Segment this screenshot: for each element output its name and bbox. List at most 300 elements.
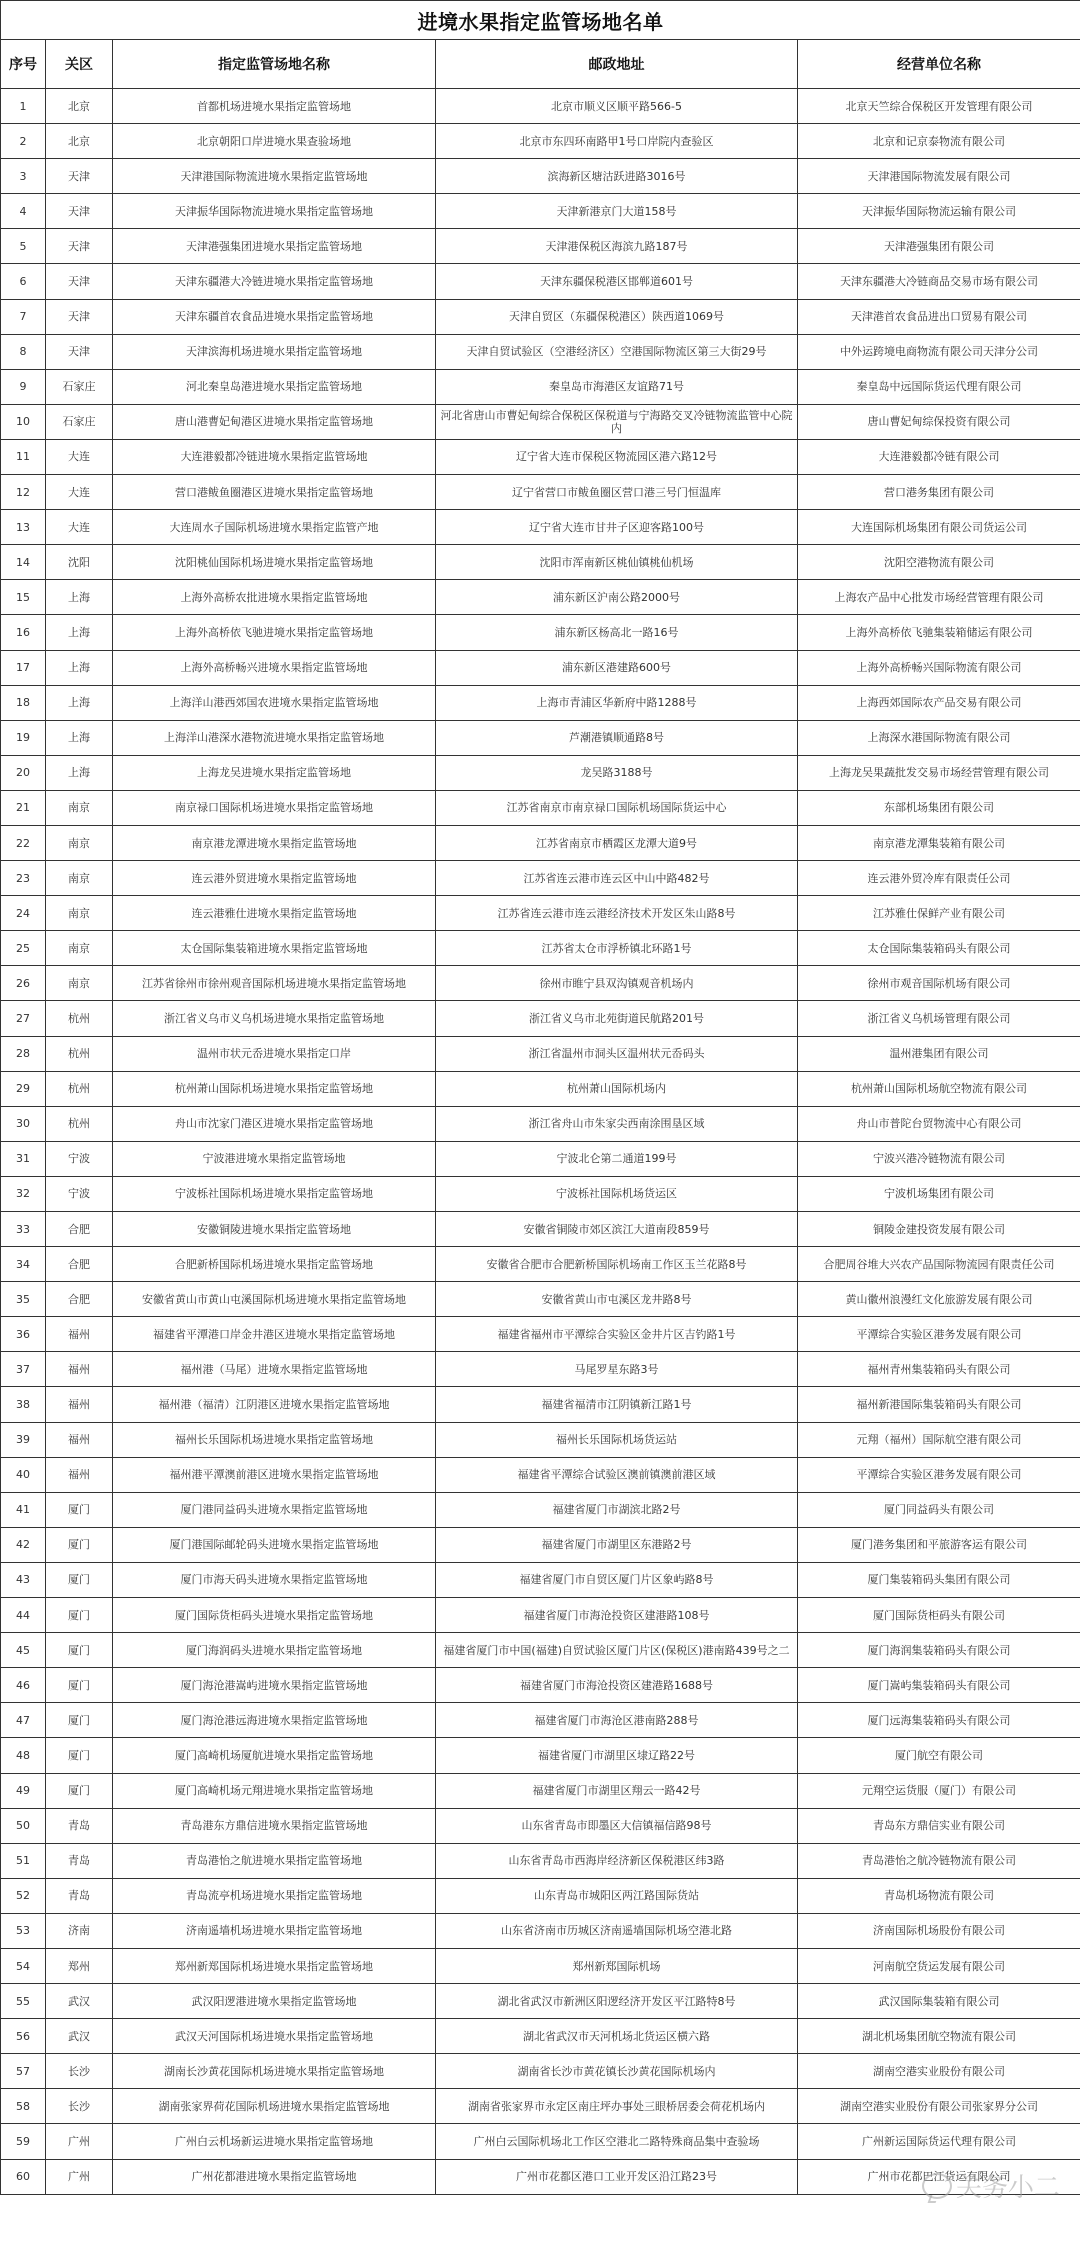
cell-address: 北京市顺义区顺平路566-5	[436, 89, 798, 124]
cell-site-name: 连云港外贸进境水果指定监管场地	[113, 861, 436, 896]
cell-customs: 青岛	[46, 1808, 113, 1843]
watermark-text: 关务小二	[955, 2173, 1060, 2203]
cell-address: 福建省厦门市海沧投资区建港路108号	[436, 1598, 798, 1633]
cell-site-name: 安徽铜陵进境水果指定监管场地	[113, 1212, 436, 1247]
table-row	[1, 1703, 1080, 1738]
cell-customs: 杭州	[46, 1106, 113, 1141]
cell-customs: 上海	[46, 580, 113, 615]
cell-address: 天津自贸试验区（空港经济区）空港国际物流区第三大街29号	[436, 334, 798, 369]
cell-site-name: 天津港国际物流进境水果指定监管场地	[113, 159, 436, 194]
cell-site-name: 福州长乐国际机场进境水果指定监管场地	[113, 1422, 436, 1457]
cell-customs: 大连	[46, 439, 113, 474]
table-row	[1, 475, 1080, 510]
cell-seq: 21	[1, 790, 46, 825]
cell-operator: 秦皇岛中远国际货运代理有限公司	[798, 369, 1080, 404]
cell-operator: 上海西郊国际农产品交易有限公司	[798, 685, 1080, 720]
cell-operator: 厦门港务集团和平旅游客运有限公司	[798, 1527, 1080, 1562]
cell-address: 安徽省铜陵市郊区滨江大道南段859号	[436, 1212, 798, 1247]
cell-site-name: 济南遥墙机场进境水果指定监管场地	[113, 1913, 436, 1948]
cell-operator: 上海外高桥畅兴国际物流有限公司	[798, 650, 1080, 685]
cell-seq: 33	[1, 1212, 46, 1247]
cell-site-name: 舟山市沈家门港区进境水果指定监管场地	[113, 1106, 436, 1141]
cell-site-name: 天津振华国际物流进境水果指定监管场地	[113, 194, 436, 229]
cell-customs: 上海	[46, 720, 113, 755]
cell-seq: 28	[1, 1036, 46, 1071]
cell-site-name: 广州白云机场新运进境水果指定监管场地	[113, 2124, 436, 2159]
cell-customs: 南京	[46, 931, 113, 966]
cell-seq: 13	[1, 510, 46, 545]
cell-address: 福建省福清市江阴镇新江路1号	[436, 1387, 798, 1422]
cell-address: 湖北省武汉市新洲区阳逻经济开发区平江路特8号	[436, 1984, 798, 2019]
cell-operator: 合肥周谷堆大兴农产品国际物流园有限责任公司	[798, 1247, 1080, 1282]
table-row	[1, 545, 1080, 580]
cell-site-name: 厦门港国际邮轮码头进境水果指定监管场地	[113, 1527, 436, 1562]
cell-site-name: 上海外高桥农批进境水果指定监管场地	[113, 580, 436, 615]
cell-operator: 青岛港怡之航冷链物流有限公司	[798, 1843, 1080, 1878]
cell-operator: 上海外高桥依飞驰集装箱储运有限公司	[798, 615, 1080, 650]
table-row	[1, 755, 1080, 790]
cell-address: 江苏省连云港市连云港经济技术开发区朱山路8号	[436, 896, 798, 931]
cell-customs: 天津	[46, 159, 113, 194]
cell-customs: 广州	[46, 2159, 113, 2194]
cell-address: 天津新港京门大道158号	[436, 194, 798, 229]
table-row	[1, 1071, 1080, 1106]
cell-operator: 广州市花都巴江货运有限公司	[798, 2159, 1080, 2194]
cell-seq: 29	[1, 1071, 46, 1106]
cell-operator: 上海龙吴果蔬批发交易市场经营管理有限公司	[798, 755, 1080, 790]
cell-seq: 57	[1, 2054, 46, 2089]
cell-site-name: 南京港龙潭进境水果指定监管场地	[113, 825, 436, 860]
cell-operator: 厦门集装箱码头集团有限公司	[798, 1562, 1080, 1597]
cell-operator: 天津港首农食品进出口贸易有限公司	[798, 299, 1080, 334]
table-row	[1, 1913, 1080, 1948]
cell-operator: 福州新港国际集装箱码头有限公司	[798, 1387, 1080, 1422]
table-row	[1, 861, 1080, 896]
cell-customs: 厦门	[46, 1633, 113, 1668]
cell-address: 秦皇岛市海港区友谊路71号	[436, 369, 798, 404]
cell-operator: 平潭综合实验区港务发展有限公司	[798, 1457, 1080, 1492]
cell-customs: 济南	[46, 1913, 113, 1948]
cell-operator: 北京和记京泰物流有限公司	[798, 124, 1080, 159]
cell-customs: 福州	[46, 1317, 113, 1352]
cell-customs: 武汉	[46, 2019, 113, 2054]
cell-seq: 14	[1, 545, 46, 580]
cell-address: 福建省平潭综合试验区澳前镇澳前港区域	[436, 1457, 798, 1492]
cell-site-name: 福州港平潭澳前港区进境水果指定监管场地	[113, 1457, 436, 1492]
table-row	[1, 510, 1080, 545]
cell-customs: 厦门	[46, 1527, 113, 1562]
cell-site-name: 厦门港同益码头进境水果指定监管场地	[113, 1492, 436, 1527]
table-row	[1, 1773, 1080, 1808]
cell-seq: 38	[1, 1387, 46, 1422]
cell-site-name: 广州花都港进境水果指定监管场地	[113, 2159, 436, 2194]
column-header-site-name: 指定监管场地名称	[113, 40, 436, 89]
cell-site-name: 宁波栎社国际机场进境水果指定监管场地	[113, 1176, 436, 1211]
cell-customs: 杭州	[46, 1071, 113, 1106]
cell-seq: 3	[1, 159, 46, 194]
cell-customs: 福州	[46, 1352, 113, 1387]
cell-operator: 中外运跨境电商物流有限公司天津分公司	[798, 334, 1080, 369]
cell-address: 辽宁省大连市甘井子区迎客路100号	[436, 510, 798, 545]
cell-address: 山东省青岛市西海岸经济新区保税港区纬3路	[436, 1843, 798, 1878]
cell-address: 广州市花都区港口工业开发区沿江路23号	[436, 2159, 798, 2194]
cell-address: 上海市青浦区华新府中路1288号	[436, 685, 798, 720]
table-row	[1, 2054, 1080, 2089]
cell-address: 江苏省太仓市浮桥镇北环路1号	[436, 931, 798, 966]
table-body	[1, 89, 1080, 2195]
cell-customs: 厦门	[46, 1492, 113, 1527]
cell-customs: 北京	[46, 124, 113, 159]
cell-site-name: 上海龙吴进境水果指定监管场地	[113, 755, 436, 790]
cell-seq: 50	[1, 1808, 46, 1843]
cell-operator: 上海深水港国际物流有限公司	[798, 720, 1080, 755]
table-row	[1, 1808, 1080, 1843]
cell-seq: 49	[1, 1773, 46, 1808]
cell-operator: 福州青州集装箱码头有限公司	[798, 1352, 1080, 1387]
cell-operator: 河南航空货运发展有限公司	[798, 1948, 1080, 1983]
table-row	[1, 1176, 1080, 1211]
cell-seq: 36	[1, 1317, 46, 1352]
table-row	[1, 2124, 1080, 2159]
cell-address: 滨海新区塘沽跃进路3016号	[436, 159, 798, 194]
cell-address: 宁波北仑第二通道199号	[436, 1141, 798, 1176]
cell-operator: 青岛机场物流有限公司	[798, 1878, 1080, 1913]
cell-address: 浙江省义乌市北苑街道民航路201号	[436, 1001, 798, 1036]
cell-operator: 厦门远海集装箱码头有限公司	[798, 1703, 1080, 1738]
cell-customs: 天津	[46, 264, 113, 299]
table-header-row	[1, 40, 1080, 89]
cell-site-name: 天津东疆首农食品进境水果指定监管场地	[113, 299, 436, 334]
cell-operator: 营口港务集团有限公司	[798, 475, 1080, 510]
cell-site-name: 杭州萧山国际机场进境水果指定监管场地	[113, 1071, 436, 1106]
cell-operator: 太仓国际集装箱码头有限公司	[798, 931, 1080, 966]
cell-seq: 45	[1, 1633, 46, 1668]
cell-seq: 24	[1, 896, 46, 931]
cell-site-name: 厦门市海天码头进境水果指定监管场地	[113, 1562, 436, 1597]
cell-customs: 合肥	[46, 1247, 113, 1282]
cell-site-name: 上海外高桥畅兴进境水果指定监管场地	[113, 650, 436, 685]
table-row	[1, 1492, 1080, 1527]
cell-seq: 51	[1, 1843, 46, 1878]
table-row	[1, 790, 1080, 825]
cell-operator: 天津振华国际物流运输有限公司	[798, 194, 1080, 229]
cell-customs: 福州	[46, 1422, 113, 1457]
cell-site-name: 大连周水子国际机场进境水果指定监管产地	[113, 510, 436, 545]
table-row	[1, 1843, 1080, 1878]
cell-operator: 舟山市普陀台贸物流中心有限公司	[798, 1106, 1080, 1141]
cell-site-name: 宁波港进境水果指定监管场地	[113, 1141, 436, 1176]
cell-address: 广州白云国际机场北工作区空港北二路特殊商品集中查验场	[436, 2124, 798, 2159]
cell-site-name: 沈阳桃仙国际机场进境水果指定监管场地	[113, 545, 436, 580]
cell-customs: 南京	[46, 790, 113, 825]
cell-site-name: 厦门高崎机场厦航进境水果指定监管场地	[113, 1738, 436, 1773]
cell-address: 湖南省张家界市永定区南庄坪办事处三眼桥居委会荷花机场内	[436, 2089, 798, 2124]
cell-address: 福建省厦门市湖里区埭辽路22号	[436, 1738, 798, 1773]
cell-customs: 厦门	[46, 1738, 113, 1773]
cell-customs: 广州	[46, 2124, 113, 2159]
cell-address: 浦东新区杨高北一路16号	[436, 615, 798, 650]
cell-seq: 7	[1, 299, 46, 334]
table-row	[1, 2159, 1080, 2194]
cell-address: 安徽省合肥市合肥新桥国际机场南工作区玉兰花路8号	[436, 1247, 798, 1282]
cell-operator: 北京天竺综合保税区开发管理有限公司	[798, 89, 1080, 124]
cell-operator: 连云港外贸冷库有限责任公司	[798, 861, 1080, 896]
cell-site-name: 青岛港东方鼎信进境水果指定监管场地	[113, 1808, 436, 1843]
cell-operator: 杭州萧山国际机场航空物流有限公司	[798, 1071, 1080, 1106]
cell-seq: 18	[1, 685, 46, 720]
table-row	[1, 1247, 1080, 1282]
cell-seq: 39	[1, 1422, 46, 1457]
cell-seq: 58	[1, 2089, 46, 2124]
cell-address: 福建省厦门市湖里区翔云一路42号	[436, 1773, 798, 1808]
cell-site-name: 郑州新郑国际机场进境水果指定监管场地	[113, 1948, 436, 1983]
cell-site-name: 营口港鲅鱼圈港区进境水果指定监管场地	[113, 475, 436, 510]
cell-site-name: 浙江省义乌市义乌机场进境水果指定监管场地	[113, 1001, 436, 1036]
cell-seq: 19	[1, 720, 46, 755]
cell-seq: 42	[1, 1527, 46, 1562]
cell-address: 山东青岛市城阳区两江路国际货站	[436, 1878, 798, 1913]
cell-address: 江苏省南京市栖霞区龙潭大道9号	[436, 825, 798, 860]
table-row	[1, 229, 1080, 264]
cell-seq: 30	[1, 1106, 46, 1141]
cell-seq: 25	[1, 931, 46, 966]
cell-operator: 温州港集团有限公司	[798, 1036, 1080, 1071]
cell-site-name: 上海洋山港西郊国农进境水果指定监管场地	[113, 685, 436, 720]
cell-seq: 32	[1, 1176, 46, 1211]
cell-seq: 10	[1, 404, 46, 439]
cell-operator: 厦门嵩屿集装箱码头有限公司	[798, 1668, 1080, 1703]
cell-site-name: 大连港毅都冷链进境水果指定监管场地	[113, 439, 436, 474]
table-row	[1, 1422, 1080, 1457]
cell-address: 马尾罗星东路3号	[436, 1352, 798, 1387]
cell-seq: 53	[1, 1913, 46, 1948]
cell-site-name: 厦门海沧港嵩屿进境水果指定监管场地	[113, 1668, 436, 1703]
table-row	[1, 1106, 1080, 1141]
cell-seq: 23	[1, 861, 46, 896]
cell-operator: 天津港强集团有限公司	[798, 229, 1080, 264]
column-header-seq: 序号	[1, 40, 46, 89]
cell-seq: 16	[1, 615, 46, 650]
table-row	[1, 966, 1080, 1001]
cell-operator: 徐州市观音国际机场有限公司	[798, 966, 1080, 1001]
cell-operator: 青岛东方鼎信实业有限公司	[798, 1808, 1080, 1843]
cell-address: 天津自贸区（东疆保税港区）陕西道1069号	[436, 299, 798, 334]
cell-address: 天津港保税区海滨九路187号	[436, 229, 798, 264]
cell-customs: 宁波	[46, 1176, 113, 1211]
cell-operator: 厦门海润集装箱码头有限公司	[798, 1633, 1080, 1668]
cell-seq: 55	[1, 1984, 46, 2019]
cell-operator: 厦门航空有限公司	[798, 1738, 1080, 1773]
cell-seq: 9	[1, 369, 46, 404]
cell-customs: 厦门	[46, 1668, 113, 1703]
cell-site-name: 天津东疆港大冷链进境水果指定监管场地	[113, 264, 436, 299]
cell-site-name: 安徽省黄山市黄山屯溪国际机场进境水果指定监管场地	[113, 1282, 436, 1317]
cell-customs: 天津	[46, 299, 113, 334]
cell-site-name: 南京禄口国际机场进境水果指定监管场地	[113, 790, 436, 825]
page-title: 进境水果指定监管场地名单	[1, 1, 1080, 40]
cell-seq: 59	[1, 2124, 46, 2159]
cell-operator: 沈阳空港物流有限公司	[798, 545, 1080, 580]
table-row	[1, 1527, 1080, 1562]
table-row	[1, 1562, 1080, 1597]
cell-seq: 12	[1, 475, 46, 510]
cell-operator: 宁波机场集团有限公司	[798, 1176, 1080, 1211]
cell-seq: 5	[1, 229, 46, 264]
table-row	[1, 1001, 1080, 1036]
cell-customs: 石家庄	[46, 404, 113, 439]
cell-seq: 34	[1, 1247, 46, 1282]
cell-site-name: 江苏省徐州市徐州观音国际机场进境水果指定监管场地	[113, 966, 436, 1001]
cell-operator: 厦门国际货柜码头有限公司	[798, 1598, 1080, 1633]
table-row	[1, 264, 1080, 299]
cell-seq: 37	[1, 1352, 46, 1387]
table-row	[1, 685, 1080, 720]
cell-site-name: 河北秦皇岛港进境水果指定监管场地	[113, 369, 436, 404]
cell-customs: 天津	[46, 229, 113, 264]
cell-seq: 15	[1, 580, 46, 615]
cell-customs: 厦门	[46, 1562, 113, 1597]
cell-address: 福建省厦门市自贸区厦门片区象屿路8号	[436, 1562, 798, 1597]
cell-customs: 厦门	[46, 1773, 113, 1808]
table-row	[1, 1352, 1080, 1387]
cell-customs: 青岛	[46, 1878, 113, 1913]
cell-customs: 上海	[46, 650, 113, 685]
cell-customs: 北京	[46, 89, 113, 124]
table-row	[1, 1317, 1080, 1352]
cell-site-name: 厦门高崎机场元翔进境水果指定监管场地	[113, 1773, 436, 1808]
table-row	[1, 439, 1080, 474]
table-row	[1, 159, 1080, 194]
cell-seq: 44	[1, 1598, 46, 1633]
table-row	[1, 1948, 1080, 1983]
cell-address: 芦潮港镇顺通路8号	[436, 720, 798, 755]
table-row	[1, 1633, 1080, 1668]
cell-address: 河北省唐山市曹妃甸综合保税区保税道与宁海路交叉冷链物流监管中心院内	[436, 404, 798, 439]
cell-address: 浦东新区港建路600号	[436, 650, 798, 685]
cell-address: 天津东疆保税港区邯郸道601号	[436, 264, 798, 299]
cell-customs: 厦门	[46, 1598, 113, 1633]
cell-address: 北京市东四环南路甲1号口岸院内查验区	[436, 124, 798, 159]
cell-operator: 天津东疆港大冷链商品交易市场有限公司	[798, 264, 1080, 299]
cell-customs: 南京	[46, 861, 113, 896]
cell-address: 郑州新郑国际机场	[436, 1948, 798, 1983]
cell-address: 浙江省舟山市朱家尖西南涂围垦区域	[436, 1106, 798, 1141]
cell-seq: 60	[1, 2159, 46, 2194]
cell-site-name: 厦门国际货柜码头进境水果指定监管场地	[113, 1598, 436, 1633]
cell-operator: 唐山曹妃甸综保投资有限公司	[798, 404, 1080, 439]
table-row	[1, 1282, 1080, 1317]
table-row	[1, 1387, 1080, 1422]
table-row	[1, 1598, 1080, 1633]
table-row	[1, 615, 1080, 650]
cell-address: 浦东新区沪南公路2000号	[436, 580, 798, 615]
cell-customs: 合肥	[46, 1282, 113, 1317]
cell-seq: 27	[1, 1001, 46, 1036]
cell-site-name: 唐山港曹妃甸港区进境水果指定监管场地	[113, 404, 436, 439]
cell-customs: 南京	[46, 825, 113, 860]
cell-operator: 上海农产品中心批发市场经营管理有限公司	[798, 580, 1080, 615]
cell-customs: 沈阳	[46, 545, 113, 580]
cell-operator: 湖北机场集团航空物流有限公司	[798, 2019, 1080, 2054]
table-row	[1, 89, 1080, 124]
cell-site-name: 连云港雅仕进境水果指定监管场地	[113, 896, 436, 931]
table-row	[1, 1457, 1080, 1492]
table-row	[1, 650, 1080, 685]
cell-customs: 石家庄	[46, 369, 113, 404]
cell-customs: 大连	[46, 510, 113, 545]
cell-seq: 8	[1, 334, 46, 369]
cell-seq: 54	[1, 1948, 46, 1983]
cell-operator: 元翔（福州）国际航空港有限公司	[798, 1422, 1080, 1457]
cell-site-name: 武汉阳逻港进境水果指定监管场地	[113, 1984, 436, 2019]
cell-site-name: 福州港（福清）江阴港区进境水果指定监管场地	[113, 1387, 436, 1422]
cell-customs: 武汉	[46, 1984, 113, 2019]
table-row	[1, 720, 1080, 755]
cell-address: 辽宁省营口市鲅鱼圈区营口港三号门恒温库	[436, 475, 798, 510]
cell-customs: 合肥	[46, 1212, 113, 1247]
cell-address: 安徽省黄山市屯溪区龙井路8号	[436, 1282, 798, 1317]
table-row	[1, 1141, 1080, 1176]
cell-customs: 郑州	[46, 1948, 113, 1983]
cell-customs: 杭州	[46, 1036, 113, 1071]
cell-seq: 11	[1, 439, 46, 474]
cell-address: 山东省青岛市即墨区大信镇福信路98号	[436, 1808, 798, 1843]
table-row	[1, 1738, 1080, 1773]
cell-customs: 福州	[46, 1457, 113, 1492]
cell-seq: 41	[1, 1492, 46, 1527]
cell-seq: 52	[1, 1878, 46, 1913]
table-row	[1, 931, 1080, 966]
cell-seq: 56	[1, 2019, 46, 2054]
cell-operator: 平潭综合实验区港务发展有限公司	[798, 1317, 1080, 1352]
cell-operator: 黄山徽州浪漫红文化旅游发展有限公司	[798, 1282, 1080, 1317]
cell-operator: 铜陵金建投资发展有限公司	[798, 1212, 1080, 1247]
cell-address: 江苏省南京市南京禄口国际机场国际货运中心	[436, 790, 798, 825]
cell-seq: 1	[1, 89, 46, 124]
cell-address: 山东省济南市历城区济南遥墙国际机场空港北路	[436, 1913, 798, 1948]
cell-customs: 上海	[46, 685, 113, 720]
cell-seq: 6	[1, 264, 46, 299]
cell-operator: 天津港国际物流发展有限公司	[798, 159, 1080, 194]
cell-site-name: 湖南长沙黄花国际机场进境水果指定监管场地	[113, 2054, 436, 2089]
table-row	[1, 580, 1080, 615]
cell-customs: 上海	[46, 615, 113, 650]
table-row	[1, 124, 1080, 159]
cell-customs: 青岛	[46, 1843, 113, 1878]
table-row	[1, 1036, 1080, 1071]
cell-customs: 上海	[46, 755, 113, 790]
cell-site-name: 天津港强集团进境水果指定监管场地	[113, 229, 436, 264]
cell-site-name: 天津滨海机场进境水果指定监管场地	[113, 334, 436, 369]
cell-customs: 长沙	[46, 2089, 113, 2124]
cell-address: 湖南省长沙市黄花镇长沙黄花国际机场内	[436, 2054, 798, 2089]
cell-seq: 31	[1, 1141, 46, 1176]
table-row	[1, 825, 1080, 860]
table-row	[1, 1984, 1080, 2019]
cell-seq: 26	[1, 966, 46, 1001]
cell-customs: 宁波	[46, 1141, 113, 1176]
cell-site-name: 温州市状元岙进境水果指定口岸	[113, 1036, 436, 1071]
cell-address: 福建省厦门市湖滨北路2号	[436, 1492, 798, 1527]
cell-site-name: 太仓国际集装箱进境水果指定监管场地	[113, 931, 436, 966]
cell-address: 辽宁省大连市保税区物流园区港六路12号	[436, 439, 798, 474]
cell-seq: 2	[1, 124, 46, 159]
cell-operator: 大连港毅都冷链有限公司	[798, 439, 1080, 474]
cell-seq: 17	[1, 650, 46, 685]
cell-operator: 湖南空港实业股份有限公司	[798, 2054, 1080, 2089]
cell-site-name: 青岛港怡之航进境水果指定监管场地	[113, 1843, 436, 1878]
cell-address: 福建省厦门市海沧区港南路288号	[436, 1703, 798, 1738]
